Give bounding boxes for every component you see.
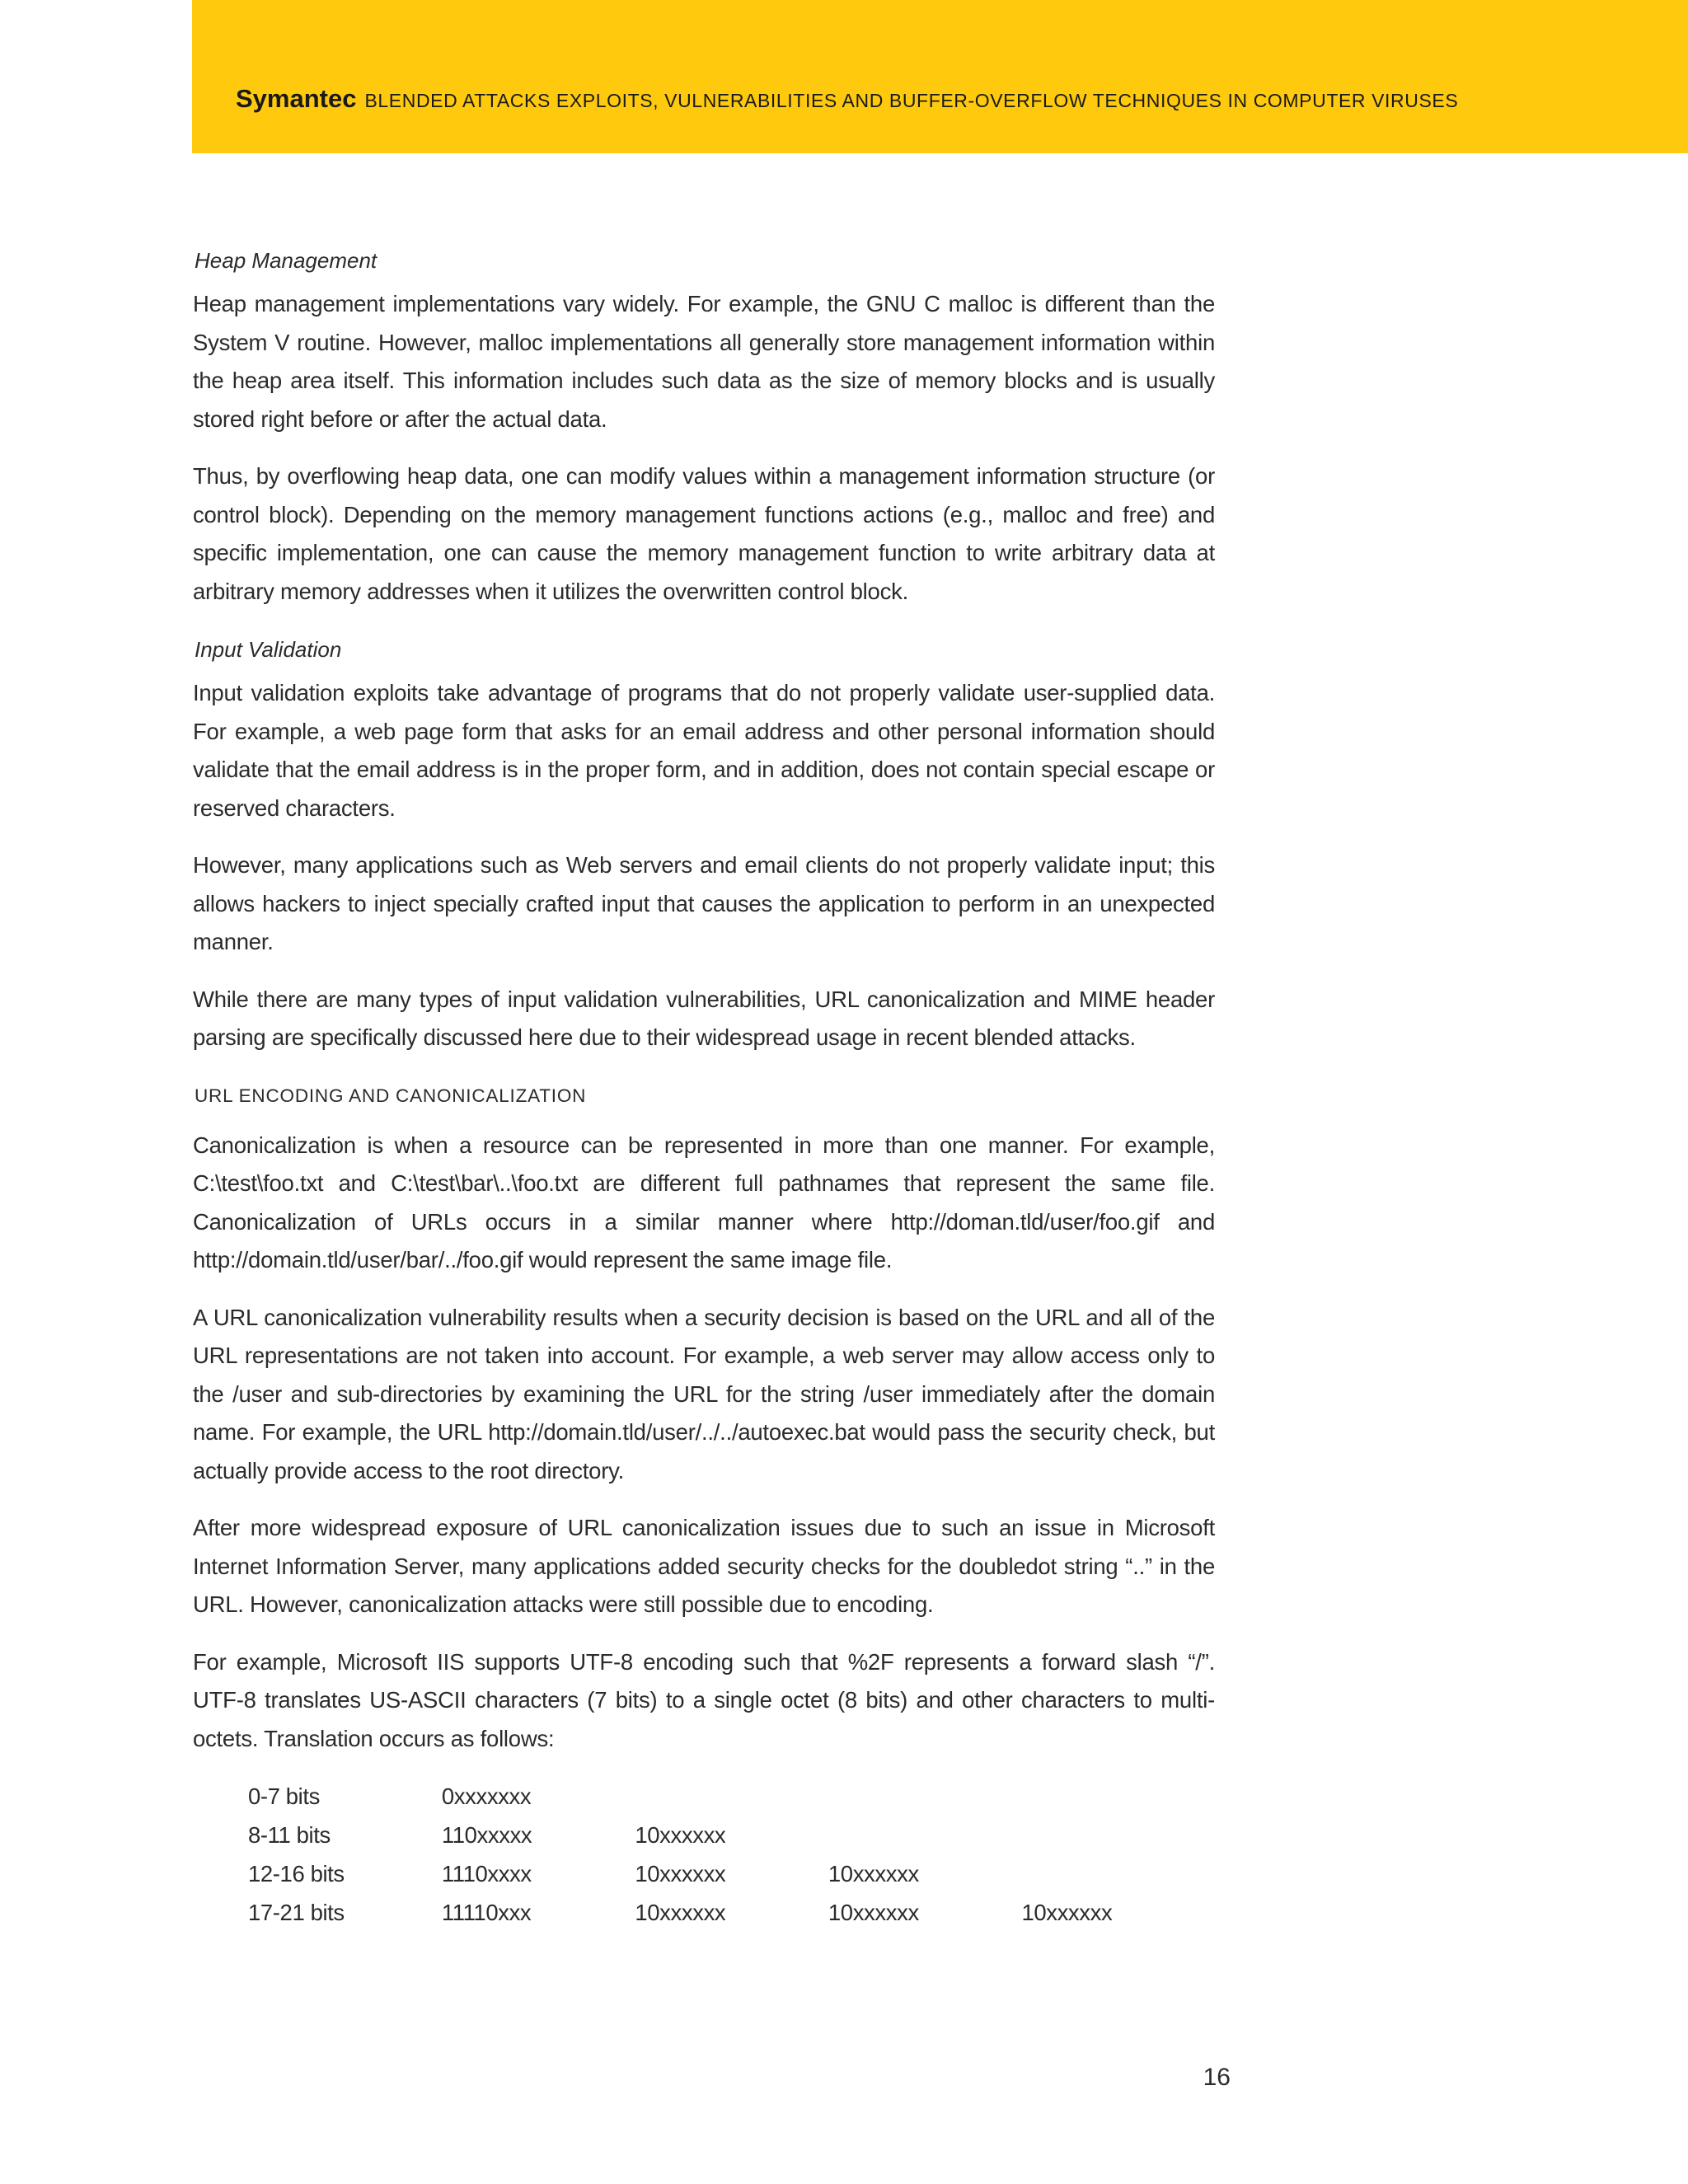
table-cell: [1021, 1854, 1215, 1893]
paragraph: While there are many types of input validation vulnerabilities, URL canonicalization and MIME header parsing are specifically discussed here due to their widespread usage in recent blended attacks.: [193, 986, 1215, 1050]
paragraph: After more widespread exposure of URL canonicalization issues due to such an issue in Microsoft Internet Information Server, many applications added security checks for the doubledot string “..” in the URL. However, canonicalization attacks were still possible due to encoding.: [193, 1515, 1215, 1617]
table-row: [248, 1893, 1215, 1932]
table-cell: 1110xxxx: [441, 1860, 532, 1886]
heading-input-validation: Input Validation: [195, 637, 342, 662]
table-cell: 10xxxxxx: [635, 1860, 726, 1886]
running-header: [236, 86, 1458, 111]
document-title: BLENDED ATTACKS EXPLOITS, VULNERABILITIES AND BUFFER-OVERFLOW TECHNIQUES IN COMPUTER VIRUSES: [364, 90, 1459, 111]
table-cell: 10xxxxxx: [1021, 1899, 1113, 1925]
heading-heap-management: Heap Management: [195, 248, 377, 273]
table-cell: [1021, 1816, 1215, 1854]
paragraph: Heap management implementations vary widely. For example, the GNU C malloc is different than the System V routine. However, malloc implementations all generally store management information within the heap area itself. This information includes such data as the size of memory blocks and is usually stored right before or after the actual data.: [193, 291, 1215, 432]
table-cell: 10xxxxxx: [828, 1899, 919, 1925]
table-cell: [635, 1777, 828, 1816]
paragraph: Input validation exploits take advantage of programs that do not properly validate user-supplied data. For example, a web page form that asks for an email address and other personal information should validate that the email address is in the proper form, and in addition, does not contain special escape or reserved characters.: [193, 680, 1215, 821]
table-cell: 10xxxxxx: [635, 1821, 726, 1848]
heading-url-encoding: URL ENCODING AND CANONICALIZATION: [195, 1085, 587, 1106]
table-cell: 110xxxxx: [441, 1821, 532, 1848]
page-number: 16: [1203, 2064, 1231, 2091]
table-cell: 17-21 bits: [248, 1899, 345, 1925]
table-cell: 8-11 bits: [248, 1821, 331, 1848]
table-cell: [1021, 1777, 1215, 1816]
paragraph: However, many applications such as Web servers and email clients do not properly validate input; this allows hackers to inject specially crafted input that causes the application to perform in an unexpected manner.: [193, 852, 1215, 954]
paragraph: A URL canonicalization vulnerability results when a security decision is based on the URL and all of the URL representations are not taken into account. For example, a web server may allow access only to the /user and sub-directories by examining the URL for the string /user immediately after the domain name. For example, the URL http://domain.tld/user/../../autoexec.bat would pass the security check, but actually provide access to the root directory.: [193, 1304, 1215, 1483]
header-band: [192, 0, 1688, 153]
table-row: [248, 1854, 1215, 1893]
table-cell: 10xxxxxx: [828, 1860, 919, 1886]
table-row: [248, 1816, 1215, 1854]
utf8-encoding-table: [248, 1777, 1215, 1932]
table-row: [248, 1777, 1215, 1816]
table-cell: 12-16 bits: [248, 1860, 345, 1886]
paragraph: For example, Microsoft IIS supports UTF-8 encoding such that %2F represents a forward slash “/”. UTF-8 translates US-ASCII characters (7 bits) to a single octet (8 bits) and other characters to multi-octets. Translation occurs as follows:: [193, 1648, 1215, 1751]
table-cell: [828, 1777, 1022, 1816]
table-cell: 11110xxx: [441, 1899, 532, 1925]
table-cell: 0-7 bits: [248, 1783, 320, 1809]
paragraph: Canonicalization is when a resource can be represented in more than one manner. For example, C:\test\foo.txt and C:\test\bar\..\foo.txt are different full pathnames that represent the same file. Canonicalization of URLs occurs in a similar manner where http://doman.tld/user/foo.gif and http://domain.tld/user/bar/../foo.gif would represent the same image file.: [193, 1132, 1215, 1272]
table-cell: 10xxxxxx: [635, 1899, 726, 1925]
table-cell: 0xxxxxxx: [441, 1783, 532, 1809]
paragraph: Thus, by overflowing heap data, one can modify values within a management information structure (or control block). Depending on the memory management functions actions (e.g., malloc and free) and specific implementation, one can cause the memory management function to write arbitrary data at arbitrary memory addresses when it utilizes the overwritten control block.: [193, 463, 1215, 604]
brand-name: Symantec: [236, 84, 357, 113]
page-content: [193, 241, 1215, 1932]
table-cell: [828, 1816, 1022, 1854]
